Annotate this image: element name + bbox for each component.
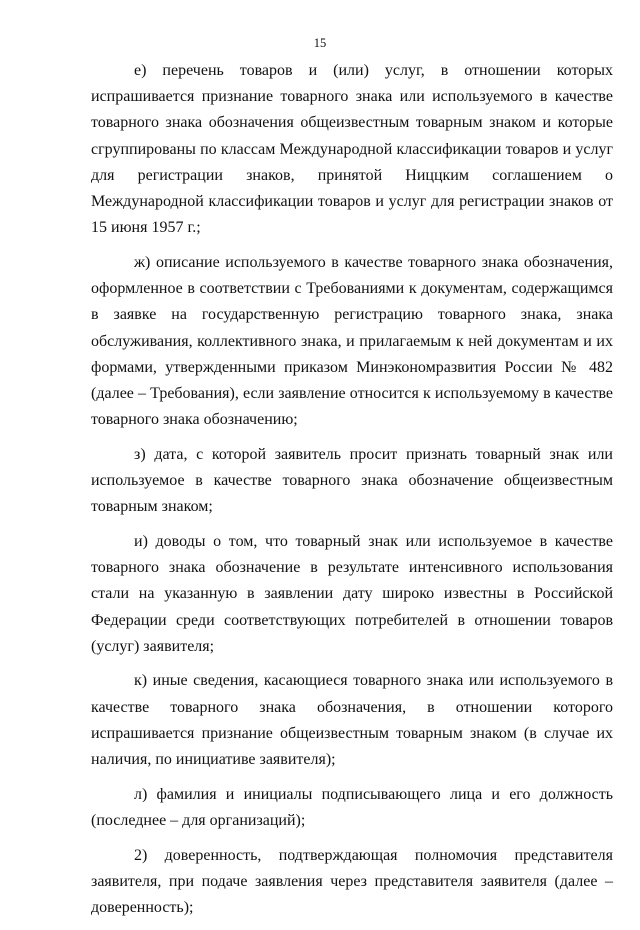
paragraph-item-k: к) иные сведения, касающиеся товарного знака или используемого в качестве товарного знака обозначения, в отношении которого испрашивается признание общеизвестным товарным знаком (в случае их наличия, по инициативе заявителя); bbox=[91, 672, 613, 769]
page-number: 15 bbox=[313, 36, 327, 50]
paragraph-item-z: з) дата, с которой заявитель просит признать товарный знак или используемое в качестве товарного знака обозначение общеизвестным товарным знаком; bbox=[91, 445, 613, 516]
paragraph-item-i: и) доводы о том, что товарный знак или используемое в качестве товарного знака обозначение в результате интенсивного использования стали на указанную в заявлении дату широко известны в Российской Федерации среди соответствующих потребителей в отношении товаров (услуг) заявителя; bbox=[91, 532, 613, 655]
paragraph-item-l: л) фамилия и инициалы подписывающего лица и его должность (последнее – для организаций); bbox=[91, 785, 613, 829]
document-body bbox=[91, 58, 613, 930]
paragraph-item-e: е) перечень товаров и (или) услуг, в отношении которых испрашивается признание товарного знака или используемого в качестве товарного знака обозначения общеизвестным товарным знаком и которые сгруппированы по классам Международной классификации товаров и услуг для регистрации знаков, принятой Ниццким соглашением о Международной классификации товаров и услуг для регистрации знаков от 15 июня 1957 г.; bbox=[91, 62, 613, 237]
paragraph-item-zh: ж) описание используемого в качестве товарного знака обозначения, оформленное в соответствии с Требованиями к документам, содержащимся в заявке на государственную регистрацию товарного знака, знака обслуживания, коллективного знака, и прилагаемым к ней документам и их формами, утвержденными приказом Минэкономразвития России № 482 (далее – Требования), если заявление относится к используемому в качестве товарного знака обозначению; bbox=[91, 253, 613, 429]
paragraph-item-2: 2) доверенность, подтверждающая полномочия представителя заявителя, при подаче заявления через представителя заявителя (далее – доверенность); bbox=[91, 846, 613, 917]
